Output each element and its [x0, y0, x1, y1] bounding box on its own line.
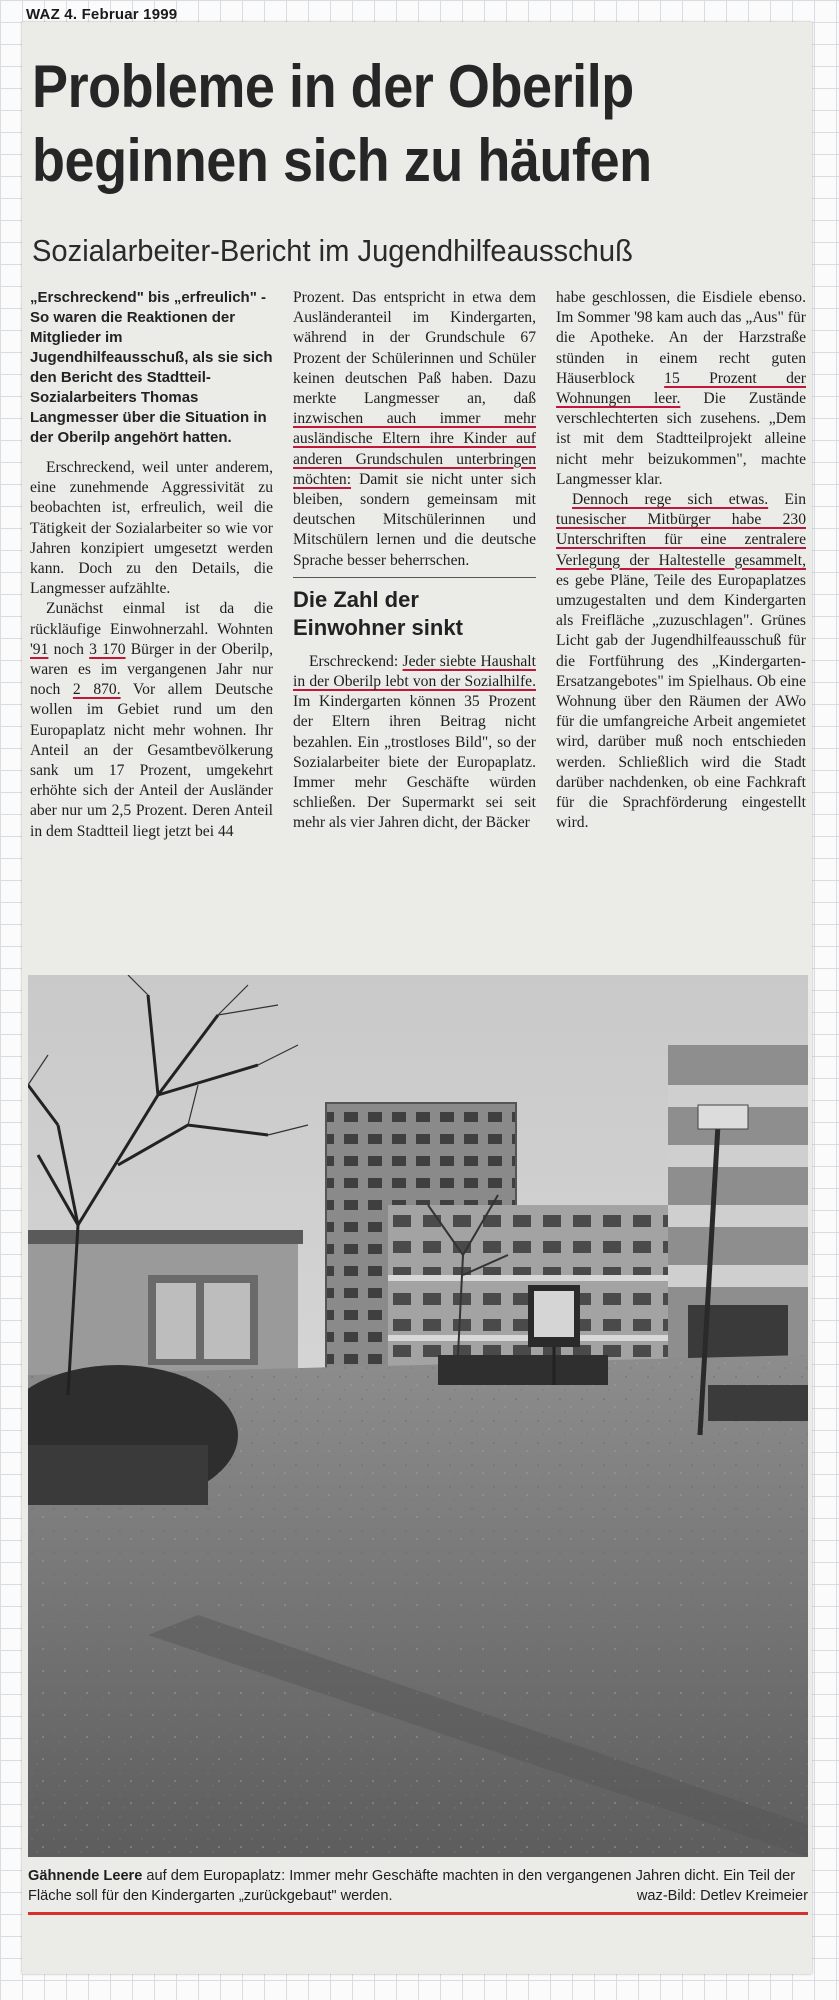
paragraph: Prozent. Das entspricht in etwa dem Ausländeranteil im Kindergarten, während in der Grundschule 67 Prozent der Schülerinnen und Schüler keinen deutschen Paß haben. Dazu merkte Langmesser an, daß inzwischen auch immer mehr ausländische Eltern ihre Kinder auf anderen Grundschulen unterbringen möchten: Damit sie nicht unter sich bleiben, sondern gemeinsam mit deutschen Mitschülerinnen und Mitschülern lernen und die deutsche Sprache besser beherrschen.: [293, 289, 536, 569]
highlighted-text: 2 870.: [72, 681, 121, 699]
europaplatz-photo: [28, 975, 808, 1857]
subheadline: Sozialarbeiter-Bericht im Jugendhilfeausschuß: [32, 233, 633, 268]
article-column-2: [293, 288, 536, 834]
highlighted-text: Jeder siebte Haushalt in der Oberilp lebt von der Sozialhilfe.: [293, 652, 536, 691]
caption-text: auf dem Europaplatz: Immer mehr Geschäfte machten in den vergangenen Jahren dicht. Ein Teil der Fläche soll für den Kindergarten „zurückgebaut" werden.: [28, 1868, 796, 1904]
paragraph: Erschreckend: Jeder siebte Haushalt in der Oberilp lebt von der Sozialhilfe. Im Kindergarten können 35 Prozent der Eltern ihren Beitrag nicht bezahlen. Ein „trostloses Bild", so der Sozialarbeiter biete der Europaplatz. Immer mehr Geschäfte würden schließen. Der Supermarkt sei seit mehr als vier Jahren dicht, der Bäcker: [293, 652, 536, 832]
paragraph: Erschreckend, weil unter anderem, eine zunehmende Aggressivität zu beobachten ist, erfreulich, weil die Tätigkeit der Sozialarbeiter so wie vor Jahren konzipiert umgesetzt werden kann. Doch zu den Details, die Langmesser aufzählte.: [30, 459, 273, 598]
paragraph: Zunächst einmal ist da die rückläufige Einwohnerzahl. Wohnten '91 noch 3 170 Bürger in der Oberilp, waren es im vergangenen Jahr nur noch 2 870. Vor allem Deutsche wollen im Gebiet rund um den Europaplatz nicht mehr wohnen. Ihr Anteil an der Gesamtbevölkerung sank um 17 Prozent, umgekehrt erhöhte sich der Anteil der Ausländer aber nur um 2,5 Prozent. Deren Anteil in dem Stadtteil liegt jetzt bei 44: [30, 600, 274, 840]
paragraph: habe geschlossen, die Eisdiele ebenso. Im Sommer '98 kam auch das „Aus" für die Apotheke. An der Harzstraße stünden in einem recht guten Häuserblock 15 Prozent der Wohnungen leer. Die Zustände verschlechterten sich zusehens. „Dem ist mit dem Stadtteilprojekt alleine nicht mehr beizukommen", machte Langmesser klar.: [556, 289, 806, 488]
headline: Probleme in der Oberilp beginnen sich zu häufen: [32, 53, 652, 194]
highlighted-text: 3 170: [89, 640, 126, 658]
divider: [293, 577, 536, 578]
article-column-3: [556, 288, 806, 833]
lead-paragraph: „Erschreckend" bis „erfreulich" - So waren die Reaktionen der Mitglieder im Jugendhilfeausschuß, als sie sich den Bericht des Stadtteil-Sozialarbeiters Thomas Langmesser über die Situation in der Oberilp angehört hatten.: [30, 289, 273, 446]
source-date-label: WAZ 4. Februar 1999: [26, 6, 178, 23]
highlighted-text: Dennoch rege sich etwas.: [572, 491, 769, 509]
photo-illustration: [28, 975, 808, 1857]
highlighted-text: inzwischen auch immer mehr ausländische Eltern ihre Kinder auf anderen Grundschulen unterbringen möchten:: [293, 410, 536, 488]
photo-caption: [28, 1866, 808, 1906]
paragraph: Dennoch rege sich etwas. Ein tunesischer Mitbürger habe 230 Unterschriften für eine zentralere Verlegung der Haltestelle gesammelt, es gebe Pläne, Teile des Europaplatzes umzugestalten und dem Kindergarten als Freifläche „zuzuschlagen". Grünes Licht gab der Jugendhilfeausschuß für die Fortführung des „Kindergarten-Ersatzangebotes" im Spielhaus. Ob eine Wohnung über den Räumen der AWo für die umfangreiche Arbeit angemietet wird, darüber muß noch entschieden werden. Schließlich wird die Stadt darüber nachdenken, ob eine Fachkraft für die Sprachförderung eingestellt wird.: [556, 491, 806, 832]
highlighted-text: tunesischer Mitbürger habe 230 Unterschriften für eine zentralere Verlegung der Haltestelle gesammelt,: [556, 511, 806, 569]
caption-bold: Gähnende Leere: [28, 1868, 143, 1884]
photo-credit: waz-Bild: Detlev Kreimeier: [631, 1886, 808, 1906]
annotation-line: [28, 1912, 808, 1915]
highlighted-text: '91: [30, 640, 49, 658]
intertitle: Die Zahl der Einwohner sinkt: [293, 586, 463, 640]
article-column-1: [30, 288, 273, 842]
highlighted-text: 15 Prozent der Wohnungen leer.: [556, 369, 806, 408]
